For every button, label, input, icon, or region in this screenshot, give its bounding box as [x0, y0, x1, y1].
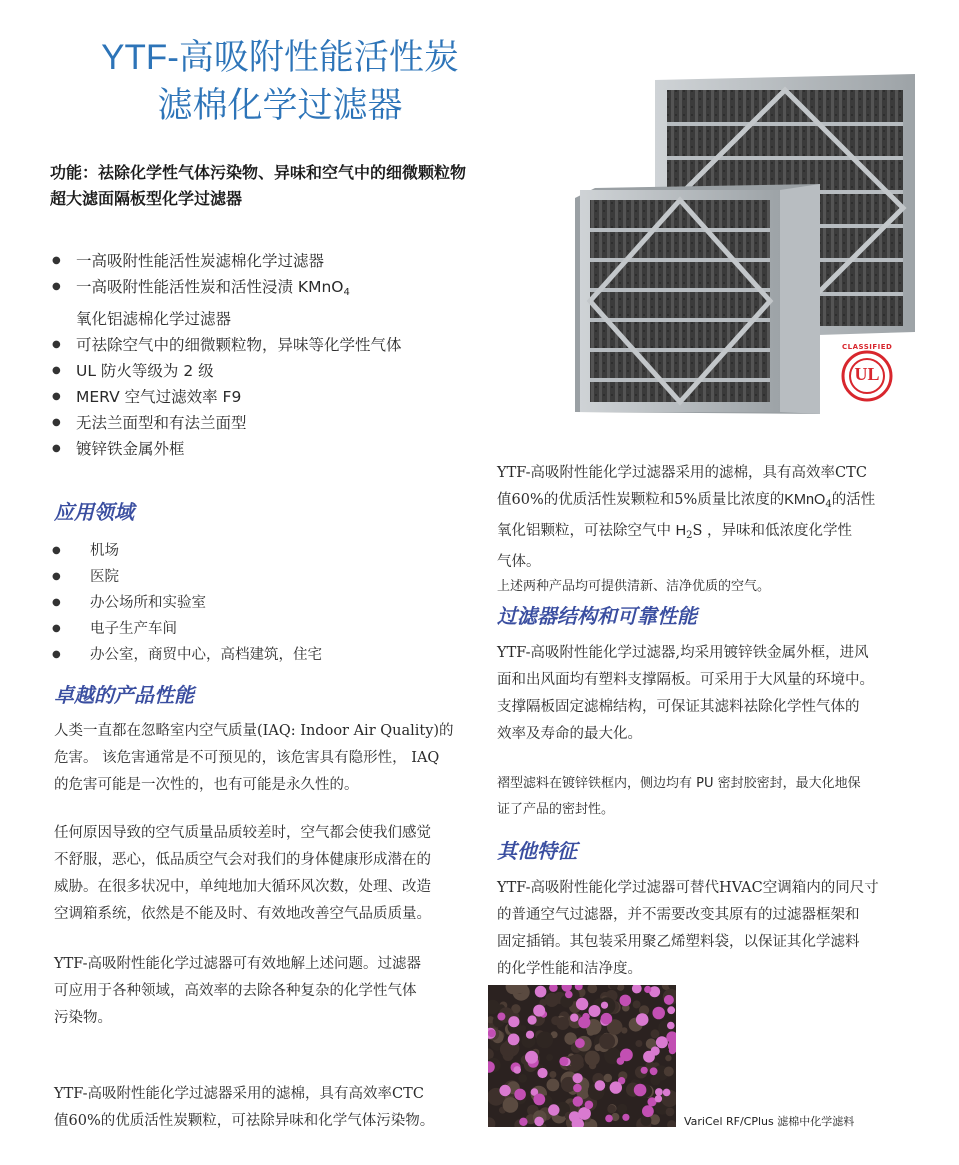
kmno4-bead [650, 1067, 658, 1075]
feature-item: ● 一高吸附性能活性炭滤棉化学过滤器 [52, 248, 402, 274]
kmno4-bead [578, 1016, 590, 1028]
right-intro-paragraph: YTF-高吸附性能化学过滤器采用的滤棉，具有高效率CTC 值60%的优质活性炭颗粒和5%质量比浓度的KMnO$_4$的活性 氧化铝颗粒，可祛除空气中 $H_2S$ ，异味和低浓度化学性 气体。 上述两种产品均可提供清新、洁净优质的空气。 [497, 465, 876, 594]
feature-item: ● 可祛除空气中的细微颗粒物，异味等化学性气体 [52, 332, 402, 358]
carbon-granule [585, 1051, 600, 1066]
carbon-granule [666, 1108, 675, 1117]
kmno4-bead [569, 1111, 580, 1122]
performance-paragraph-3: YTF-高吸附性能化学过滤器可有效地解上述问题。过滤器 可应用于各种领域，高效率的去除各种复杂的化学性气体 污染物。 [54, 956, 422, 1026]
kmno4-bead [642, 1105, 654, 1117]
kmno4-bead [575, 1038, 585, 1048]
kmno4-bead [667, 1022, 675, 1030]
performance-heading: 卓越的产品性能 [54, 683, 194, 707]
structure-paragraph: YTF-高吸附性能化学过滤器,均采用镀锌铁金属外框，进风 面和出风面均有塑料支撑隔板。可采用于大风量的环境中。 支撑隔板固定滤棉结构，可保证其滤料祛除化学性气体的 效率及寿命的最大化。 [497, 645, 874, 742]
carbon-granule [518, 1074, 527, 1083]
feature-item-continuation: 氧化铝滤棉化学过滤器 [76, 310, 232, 328]
kmno4-bead [573, 1096, 583, 1106]
carbon-media-photo [488, 985, 676, 1127]
kmno4-bead [644, 986, 651, 993]
kmno4-bead [526, 1031, 534, 1039]
carbon-granule [665, 1055, 671, 1061]
function-line-1: 功能：祛除化学性气体污染物、异味和空气中的细微颗粒物 [50, 163, 467, 182]
kmno4-bead [508, 1034, 520, 1046]
kmno4-bead [570, 1014, 578, 1022]
kmno4-bead [525, 1051, 538, 1064]
ul-classified-badge [834, 343, 900, 405]
kmno4-bead [620, 1049, 633, 1062]
kmno4-bead [585, 1101, 594, 1110]
applications-list [52, 538, 322, 668]
function-statement [50, 160, 466, 212]
kmno4-bead [528, 1015, 537, 1024]
kmno4-bead [663, 1089, 671, 1097]
kmno4-bead [589, 1005, 601, 1017]
performance-paragraph-1: 人类一直都在忽略室内空气质量(IAQ: Indoor Air Quality)的 危害。 该危害通常是不可预见的，该危害具有隐形性， IAQ 的危害可能是一次性的，也有可能是永久性的。 [54, 723, 454, 793]
kmno4-bead [601, 1002, 608, 1009]
kmno4-bead [533, 1094, 545, 1106]
carbon-granule [617, 1104, 627, 1114]
kmno4-bead [533, 1005, 545, 1017]
kmno4-bead [634, 1084, 647, 1097]
kmno4-bead [655, 1088, 663, 1096]
kmno4-bead [656, 1036, 668, 1048]
kmno4-bead [513, 1066, 521, 1074]
kmno4-bead [534, 1117, 544, 1127]
kmno4-bead [573, 1073, 583, 1083]
kmno4-bead [497, 1013, 505, 1021]
carbon-granule [556, 1017, 569, 1030]
kmno4-bead [641, 1067, 648, 1074]
application-item: ● 机场 [52, 538, 322, 564]
kmno4-bead [537, 1068, 547, 1078]
carbon-granule [650, 1075, 660, 1085]
applications-heading: 应用领域 [54, 500, 134, 524]
kmno4-bead [620, 995, 632, 1007]
kmno4-bead [655, 1095, 662, 1102]
kmno4-bead [610, 1081, 622, 1093]
feature-item: ● 无法兰面型和有法兰面型 [52, 410, 402, 436]
kmno4-bead [669, 1047, 676, 1054]
carbon-granule [503, 1097, 519, 1113]
ul-badge-top-text: CLASSIFIED [842, 343, 893, 351]
carbon-granule [599, 1033, 615, 1049]
application-item: ● 医院 [52, 564, 322, 590]
structure-heading: 过滤器结构和可靠性能 [497, 604, 697, 628]
carbon-granule [607, 1105, 616, 1114]
carbon-granule [570, 1054, 584, 1068]
kmno4-bead [535, 986, 547, 998]
carbon-granule [547, 1079, 560, 1092]
features-list [52, 248, 402, 462]
other-features-paragraph: YTF-高吸附性能化学过滤器可替代HVAC空调箱内的同尺寸 的普通空气过滤器，并不需要改变其原有的过滤器框架和 固定插销。其包装采用聚乙烯塑料袋，以保证其化学滤料 的化学性能和洁净度。 [497, 880, 879, 977]
carbon-granule [651, 1029, 660, 1038]
kmno4-bead [605, 1115, 613, 1123]
title-line-1: YTF-高吸附性能活性炭 [101, 38, 459, 77]
carbon-granule [664, 1067, 674, 1077]
application-item: ● 电子生产车间 [52, 616, 322, 642]
kmno4-bead [488, 1029, 496, 1037]
feature-item: ● 镀锌铁金属外框 [52, 436, 402, 462]
front-filter [575, 184, 820, 414]
feature-item: ● MERV 空气过滤效率 F9 [52, 384, 402, 410]
kmno4-bead [548, 1104, 559, 1115]
feature-item: ● UL 防火等级为 2 级 [52, 358, 402, 384]
carbon-granule [633, 1000, 641, 1008]
feature-item: ● 一高吸附性能活性炭和活性浸渍 KMnO$_4$ [52, 274, 402, 306]
title-line-2: 滤棉化学过滤器 [157, 86, 403, 125]
kmno4-bead [514, 1089, 526, 1101]
ul-badge-mark: UL [854, 364, 880, 384]
kmno4-bead [573, 1084, 582, 1093]
carbon-granule [546, 1054, 553, 1061]
kmno4-bead [601, 1013, 613, 1025]
kmno4-bead [565, 991, 573, 999]
photo-caption: VariCel RF/CPlus 滤棉中化学滤料 [684, 1115, 855, 1128]
carbon-granule [604, 1074, 612, 1082]
performance-paragraph-2: 任何原因导致的空气质量品质较差时，空气都会使我们感觉 不舒服，恶心，低品质空气会对我们的身体健康形成潜在的 威胁。在很多状况中，单纯地加大循环风次数，处理、改造 空调箱系统，依然是不能及时、有效地改善空气品质质量。 [54, 825, 431, 922]
kmno4-bead [664, 995, 674, 1005]
kmno4-bead [622, 1114, 629, 1121]
structure-seal-paragraph: 褶型滤料在镀锌铁框内，侧边均有 PU 密封胶密封，最大化地保 证了产品的密封性。 [497, 776, 861, 817]
kmno4-bead [595, 1080, 606, 1091]
kmno4-bead [667, 1006, 675, 1014]
other-features-heading: 其他特征 [497, 839, 577, 863]
kmno4-bead [559, 1057, 568, 1066]
kmno4-bead [519, 1118, 527, 1126]
carbon-granule [549, 1071, 556, 1078]
kmno4-bead [508, 1016, 519, 1027]
application-item: ● 办公场所和实验室 [52, 590, 322, 616]
application-item: ● 办公室，商贸中心，高档建筑，住宅 [52, 642, 322, 668]
kmno4-bead [651, 1046, 660, 1055]
carbon-granule [635, 1040, 642, 1047]
carbon-granule [545, 993, 559, 1007]
performance-paragraph-4: YTF-高吸附性能化学过滤器采用的滤棉，具有高效率CTC 值60%的优质活性炭颗粒，可祛除异味和化学气体污染物。 [54, 1086, 435, 1129]
function-line-2: 超大滤面隔板型化学过滤器 [50, 189, 243, 208]
page-title [60, 34, 500, 130]
kmno4-bead [652, 1007, 665, 1020]
kmno4-bead [636, 1013, 649, 1026]
carbon-granule [536, 1032, 553, 1049]
kmno4-bead [576, 998, 588, 1010]
kmno4-bead [499, 1085, 510, 1096]
